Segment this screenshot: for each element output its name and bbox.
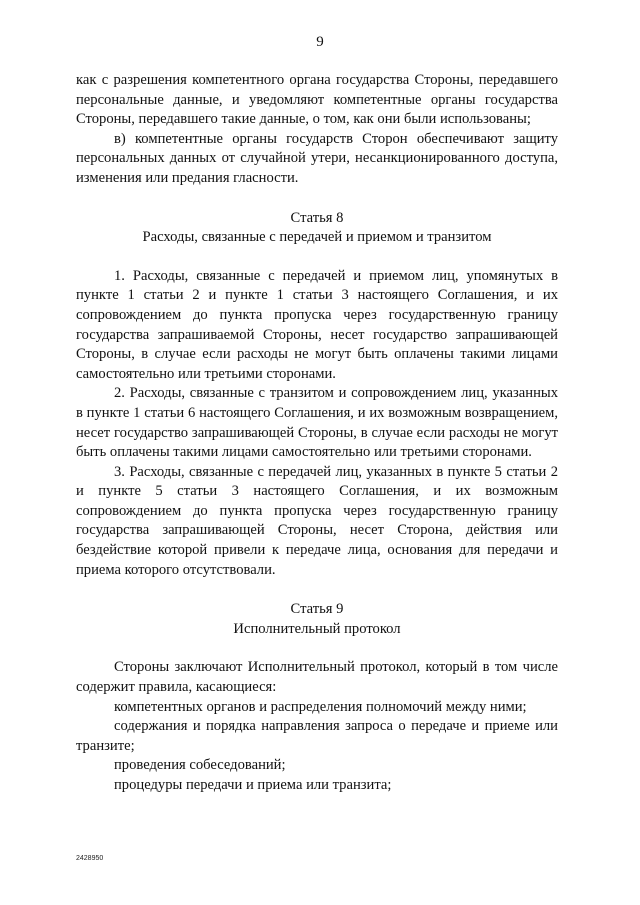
article-9-item-2: содержания и порядка направления запроса о передаче и приеме или транзите; <box>76 718 558 754</box>
article-8-title: Расходы, связанные с передачей и приемом и транзитом <box>142 229 492 246</box>
paragraph-continuation: как с разрешения компетентного органа государства Стороны, передавшего персональные данные, и уведомляют компетентные органы государства Стороны, передавшего такие данные, о том, как они были использованы; <box>76 72 558 128</box>
article-9-number: Статья 9 <box>290 601 344 618</box>
article-8-paragraph-1: 1. Расходы, связанные с передачей и приемом лиц, упомянутых в пункте 1 статьи 2 и пункте 1 статьи 3 настоящего Соглашения, и их сопровождением до пункта пропуска через государственную границу государства запрашиваемой Стороны, несет государство запрашивающей Стороны, в случае если расходы не могут быть оплачены такими лицами самостоятельно или третьими сторонами. <box>76 267 558 382</box>
article-8-number: Статья 8 <box>290 209 344 226</box>
article-9-item-4: процедуры передачи и приема или транзита; <box>114 777 392 793</box>
document-body <box>76 71 558 796</box>
spacer <box>76 580 558 600</box>
article-9-title: Исполнительный протокол <box>233 620 401 637</box>
article-9-item-1: компетентных органов и распределения полномочий между ними; <box>114 698 527 715</box>
spacer <box>76 248 558 267</box>
page-number: 9 <box>316 34 324 50</box>
article-9-item-3: проведения собеседований; <box>114 757 286 774</box>
article-8-paragraph-3: 3. Расходы, связанные с передачей лиц, указанных в пункте 5 статьи 2 и пункте 5 статьи 3 настоящего Соглашения, и их возможным сопровождением до пункта пропуска через государственную границу государства запрашивающей Стороны, несет Сторона, действия или бездействие которой привели к передаче лица, основания для передачи и приема которого отсутствовали. <box>76 463 558 578</box>
spacer <box>76 639 558 658</box>
article-9-paragraph-1: Стороны заключают Исполнительный протокол, который в том числе содержит правила, касающиеся: <box>76 659 558 696</box>
article-8-paragraph-2: 2. Расходы, связанные с транзитом и сопровождением лиц, указанных в пункте 1 статьи 6 настоящего Соглашения, и их возможным возвращением, несет государство запрашивающей Стороны, в случае если расходы не могут быть оплачены такими лицами самостоятельно или третьими сторонами. <box>76 385 558 461</box>
paragraph-clause-v: в) компетентные органы государств Сторон обеспечивают защиту персональных данных от случайной утери, несанкционированного доступа, изменения или предания гласности. <box>76 130 558 186</box>
document-id: 2428950 <box>76 855 104 862</box>
spacer <box>76 189 558 209</box>
